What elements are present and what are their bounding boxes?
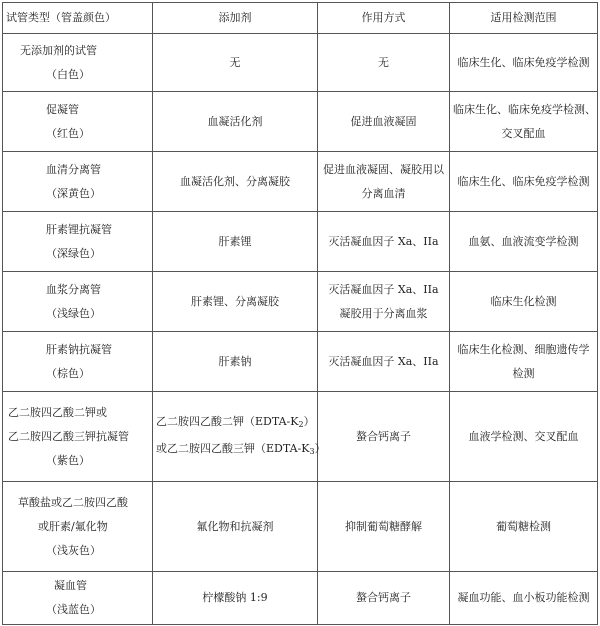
header-scope: 适用检测范围 (450, 3, 598, 34)
scope-cell (450, 152, 598, 212)
additive-cell (153, 34, 318, 92)
tube-type-table (2, 2, 598, 625)
scope-cell (450, 212, 598, 272)
header-tube-type: 试管类型（管盖颜色） (3, 3, 153, 34)
table-row (3, 152, 598, 212)
cell-text-line: 血浆分离管 (46, 282, 101, 296)
mode-cell (318, 92, 450, 152)
cell-text-line: 分离血清 (361, 186, 406, 200)
additive-cell (153, 332, 318, 392)
additive-cell (153, 572, 318, 625)
cell-text-line: 检测 (512, 366, 535, 380)
mode-cell (318, 212, 450, 272)
additive-cell (153, 212, 318, 272)
cell-text-line: 血氨、血液流变学检测 (468, 234, 579, 248)
cell-text-line: 临床生化检测、细胞遗传学 (457, 342, 590, 356)
cell-text-line: 凝胶用于分离血浆 (339, 306, 428, 320)
cell-text-line: 乙二胺四乙酸二钾或 (8, 405, 107, 419)
additive-cell (153, 392, 326, 482)
cell-text-line: 灭活凝血因子 Xa、IIa (328, 282, 439, 296)
cell-text-line: 无 (378, 55, 389, 69)
tube-type-cell (3, 332, 153, 392)
table-row (3, 212, 598, 272)
cell-text-line: 交叉配血 (501, 126, 546, 140)
cell-text-line: 灭活凝血因子 Xa、IIa (328, 234, 439, 248)
cell-text-line: 促进血液凝固、凝胶用以 (323, 162, 444, 176)
cell-text-line: 肝素钠抗凝管 (46, 342, 112, 356)
tube-type-cell (3, 482, 153, 572)
cell-text-line: （深黄色） (46, 186, 101, 200)
tube-type-cell (3, 152, 153, 212)
cell-text-line: 肝素钠 (218, 354, 252, 368)
cell-text-line: 无 (229, 55, 241, 69)
tube-type-cell (3, 572, 153, 625)
cell-text-line: 无添加剂的试管 (20, 43, 97, 57)
scope-cell (450, 272, 598, 332)
cell-text-line: 肝素锂抗凝管 (46, 222, 112, 236)
cell-text-line: 乙二胺四乙酸二钾$(EDTA-K_2)$ (156, 414, 315, 429)
cell-text-line: （棕色） (46, 366, 90, 380)
tube-type-cell (3, 212, 153, 272)
header-row (3, 3, 598, 34)
cell-text-line: （白色） (46, 67, 90, 81)
scope-cell (450, 392, 598, 482)
cell-text-line: 或肝素/氟化物 (38, 519, 108, 533)
cell-text-line: 血清分离管 (46, 162, 101, 176)
cell-text-line: 乙二胺四乙酸三钾抗凝管 (8, 429, 129, 443)
cell-text-line: （浅灰色） (46, 543, 101, 557)
mode-cell (318, 572, 450, 625)
cell-text-line: 凝血管 (54, 579, 87, 592)
header-additive: 添加剂 (153, 3, 318, 34)
tube-type-cell (3, 92, 153, 152)
cell-text-line: 螯合钙离子 (356, 591, 411, 604)
cell-text-line: 氟化物和抗凝剂 (196, 519, 274, 533)
cell-text-line: 肝素锂、分离凝胶 (191, 294, 279, 308)
cell-text-line: 柠檬酸钠 1:9 (202, 591, 268, 604)
mode-cell (318, 152, 450, 212)
cell-text-line: （深绿色） (46, 246, 101, 260)
scope-cell (450, 332, 598, 392)
table-row (3, 92, 598, 152)
cell-text-line: 促进血液凝固 (350, 114, 417, 128)
cell-text-line: 临床生化、临床免疫学检测 (457, 55, 590, 69)
cell-text-line: （红色） (46, 126, 90, 140)
cell-text-line: 灭活凝血因子 Xa、IIa (328, 354, 439, 368)
header-mode: 作用方式 (318, 3, 450, 34)
cell-text-line: 凝血功能、血小板功能检测 (457, 591, 590, 604)
scope-cell (450, 34, 598, 92)
scope-cell (450, 572, 598, 625)
table-row (3, 392, 598, 482)
cell-text-line: 临床生化、临床免疫学检测、 (453, 102, 596, 116)
cell-text-line: 草酸盐或乙二胺四乙酸 (18, 495, 128, 509)
table-row (3, 572, 598, 625)
table-row (3, 332, 598, 392)
mode-cell (318, 34, 450, 92)
table-row (3, 272, 598, 332)
cell-text-line: 葡萄糖检测 (496, 519, 551, 533)
cell-text-line: 血凝活化剂 (207, 114, 263, 128)
cell-text-line: （浅蓝色） (46, 603, 101, 616)
additive-cell (153, 272, 318, 332)
cell-text-line: 临床生化检测 (490, 294, 557, 308)
cell-text-line: 或乙二胺四乙酸三钾$(EDTA-K_3)$ (156, 441, 326, 456)
scope-cell (450, 482, 598, 572)
scope-cell (450, 92, 598, 152)
cell-text-line: （浅绿色） (46, 306, 101, 320)
tube-type-cell (3, 34, 153, 92)
cell-text-line: 血凝活化剂、分离凝胶 (180, 174, 290, 188)
cell-text-line: （紫色） (46, 453, 90, 467)
additive-cell (153, 152, 318, 212)
mode-cell (318, 482, 450, 572)
mode-cell (318, 272, 450, 332)
cell-text-line: 临床生化、临床免疫学检测 (457, 174, 590, 188)
tube-type-cell (3, 272, 153, 332)
cell-text-line: 螯合钙离子 (356, 429, 411, 443)
additive-cell (153, 92, 318, 152)
additive-cell (153, 482, 318, 572)
cell-text-line: 抑制葡萄糖酵解 (345, 519, 422, 533)
mode-cell (318, 332, 450, 392)
table-row (3, 482, 598, 572)
cell-text-line: 肝素锂 (218, 234, 252, 248)
cell-text-line: 血液学检测、交叉配血 (468, 429, 579, 443)
mode-cell (318, 392, 450, 482)
cell-text-line: 促凝管 (46, 102, 79, 116)
tube-type-cell (3, 392, 153, 482)
table-row (3, 34, 598, 92)
